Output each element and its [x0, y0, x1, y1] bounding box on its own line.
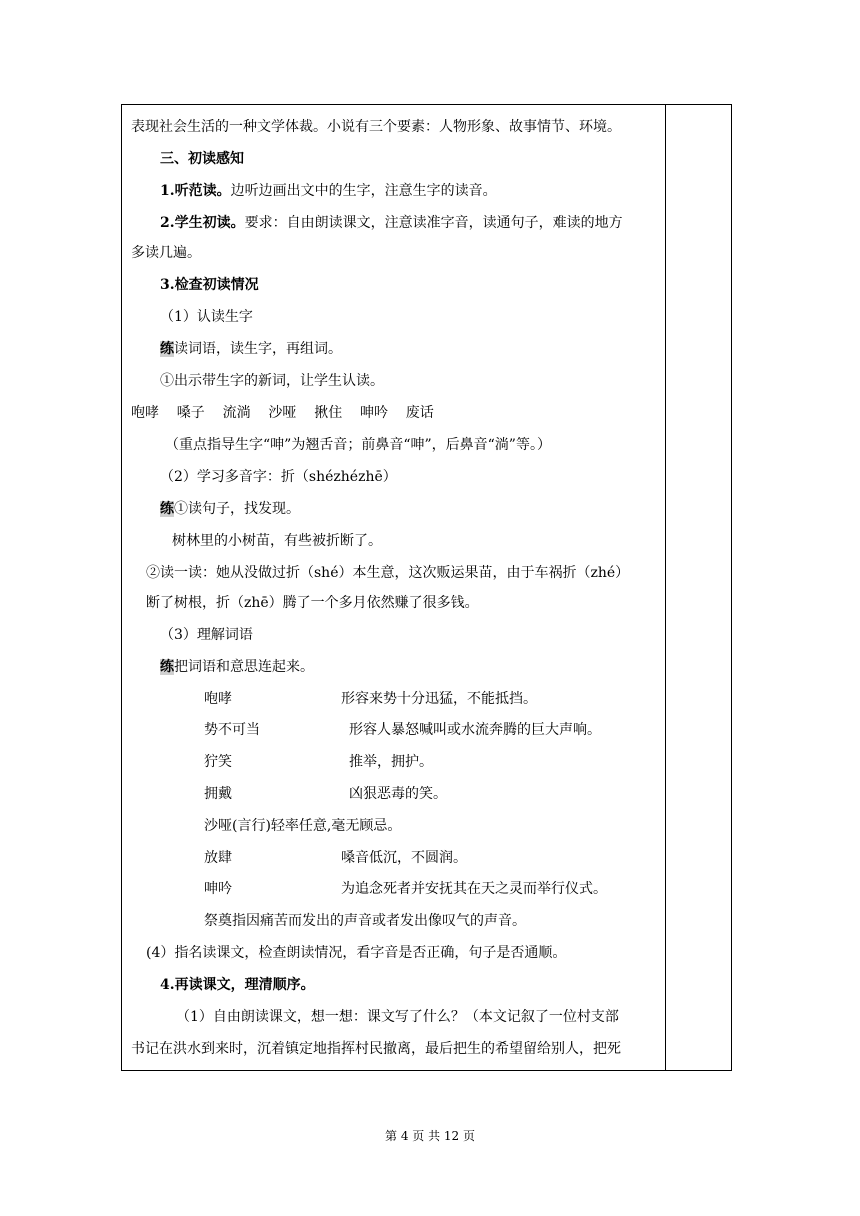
practice-mark: 练 [160, 341, 174, 357]
match-definition: 为追念死者并安抚其在天之灵而举行仪式。 [341, 881, 607, 897]
table-right-border [731, 104, 732, 1070]
practice-text: 把词语和意思连起来。 [174, 659, 314, 675]
match-definition: 形容人暴怒喊叫或水流奔腾的巨大声响。 [349, 722, 601, 738]
match-definition: 凶狠恶毒的笑。 [349, 786, 447, 802]
sub-step: （1）认读生字 [160, 309, 253, 325]
sub-step: (4）指名读课文，检查朗读情况，看字音是否正确，句子是否通顺。 [146, 945, 567, 961]
match-definition: 形容来势十分迅猛，不能抵挡。 [341, 691, 537, 707]
table-left-border [121, 104, 122, 1070]
match-word: 拥戴 [204, 786, 232, 802]
practice-2 [160, 500, 300, 518]
match-definition: 推举，拥护。 [349, 754, 433, 770]
text-line: 树林里的小树苗，有些被折断了。 [172, 533, 382, 549]
match-line: 沙哑(言行)轻率任意,毫无顾忌。 [204, 818, 402, 834]
note-line: （重点指导生字“呻”为翘舌音；前鼻音“呻”，后鼻音“淌”等。） [165, 437, 551, 453]
text-line: （1）自由朗读课文，想一想：课文写了什么？（本文记叙了一位村支部 [176, 1009, 619, 1025]
sub-step: （2）学习多音字：折（shézhézhē） [160, 469, 397, 485]
match-line: 祭奠指因痛苦而发出的声音或者发出像叹气的声音。 [204, 913, 526, 929]
text-line: ②读一读：她从没做过折（shé）本生意，这次贩运果苗，由于车祸折（zhé） [146, 565, 630, 581]
sub-step: （3）理解词语 [160, 627, 253, 643]
step-2-label: 2.学生初读。 [160, 215, 245, 231]
text-line: 多读几遍。 [131, 245, 201, 261]
step-3: 3.检查初读情况 [160, 277, 259, 293]
page-footer: 第 4 页 共 12 页 [385, 1129, 475, 1143]
step-1 [160, 182, 497, 200]
table-column-divider [665, 104, 666, 1070]
step-2-text: 要求：自由朗读课文，注意读准字音，读通句子，难读的地方 [244, 215, 623, 231]
match-definition: 嗓音低沉，不圆润。 [341, 850, 467, 866]
step-1-label: 1.听范读。 [160, 183, 231, 199]
practice-text: ①读句子，找发现。 [174, 501, 300, 517]
match-word: 放肆 [204, 850, 232, 866]
match-word: 狞笑 [204, 754, 232, 770]
practice-3 [160, 658, 314, 676]
text-line: 表现社会生活的一种文学体裁。小说有三个要素：人物形象、故事情节、环境。 [131, 119, 621, 135]
word-list: 咆哮 嗓子 流淌 沙哑 揪住 呻吟 废话 [131, 405, 434, 421]
match-word: 呻吟 [204, 881, 232, 897]
section-heading: 三、初读感知 [160, 151, 244, 167]
match-word: 咆哮 [204, 691, 232, 707]
practice-mark: 练 [160, 501, 174, 517]
step-4: 4.再读课文，理清顺序。 [160, 977, 315, 993]
step-1-text: 边听边画出文中的生字，注意生字的读音。 [230, 183, 497, 199]
match-word: 势不可当 [204, 722, 260, 738]
practice-mark: 练 [160, 659, 174, 675]
step-2 [160, 214, 623, 232]
text-line: ①出示带生字的新词，让学生认读。 [160, 373, 384, 389]
text-line: 书记在洪水到来时，沉着镇定地指挥村民撤离，最后把生的希望留给别人，把死 [131, 1041, 621, 1057]
practice-1 [160, 340, 342, 358]
practice-text: 读词语，读生字，再组词。 [174, 341, 342, 357]
text-line: 断了树根，折（zhē）腾了一个多月依然赚了很多钱。 [146, 595, 479, 611]
